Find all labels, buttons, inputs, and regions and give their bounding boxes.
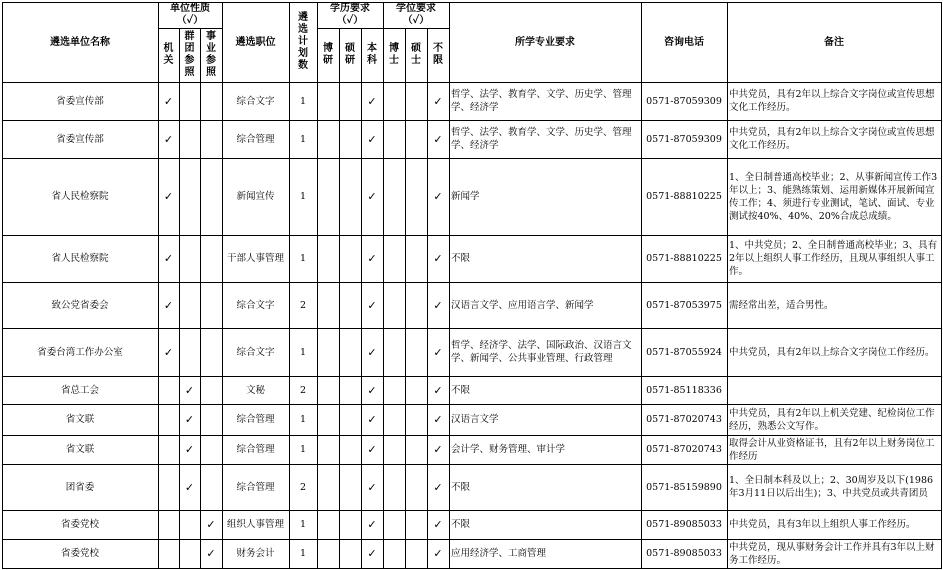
major-cell: 哲学、法学、教育学、文学、历史学、管理学、经济学 <box>451 89 632 113</box>
header-nature-shiye <box>200 28 222 82</box>
phone-cell: 0571-85159890 <box>646 481 722 493</box>
header-edu-req-check: （✓） <box>336 15 364 26</box>
degree-check-icon: ✓ <box>433 252 443 265</box>
remark-cell: 中共党员，具有2年以上综合文字岗位或宣传思想文化工作经历。 <box>729 127 935 151</box>
major-cell: 应用经济学、工商管理 <box>451 548 547 559</box>
phone-cell: 0571-87020743 <box>646 444 722 455</box>
header-unit-nature-label: 单位性质 <box>170 3 210 14</box>
grid-hline <box>2 158 942 159</box>
plan-count-cell: 1 <box>299 95 307 107</box>
grid-hline <box>2 2 942 3</box>
grid-vline <box>941 2 942 569</box>
unit-name-cell: 省人民检察院 <box>51 253 109 264</box>
edu-check-icon: ✓ <box>367 413 377 426</box>
grid-vline <box>383 2 384 569</box>
header-degree-shuoshi <box>405 28 427 82</box>
position-cell: 综合管理 <box>236 133 275 145</box>
header-degree-shuoshi-label: 硕士 <box>411 43 421 66</box>
degree-check-icon: ✓ <box>433 345 443 359</box>
phone-cell: 0571-87059309 <box>646 95 722 107</box>
unit-name-cell: 团省委 <box>65 481 95 493</box>
header-unit-nature-check: （✓） <box>176 15 204 26</box>
header-edu-req-label: 学历要求 <box>330 3 370 14</box>
header-edu-shuoyan <box>339 28 361 82</box>
unit-name-cell: 省委台湾工作办公室 <box>37 346 123 358</box>
major-cell: 不限 <box>451 384 471 396</box>
plan-count-cell: 1 <box>299 346 307 358</box>
unit-name-cell: 省委党校 <box>60 548 99 559</box>
nature-check-icon: ✓ <box>206 518 216 531</box>
major-cell: 哲学、经济学、法学、国际政治、汉语言文学、新闻学、公共事业管理、行政管理 <box>451 340 632 364</box>
nature-check-icon: ✓ <box>184 383 195 397</box>
header-degree-req-check: （✓） <box>402 15 430 26</box>
grid-hline <box>2 539 942 540</box>
unit-name-cell: 省文联 <box>65 414 95 425</box>
header-edu-req <box>317 2 383 28</box>
grid-vline <box>158 2 159 569</box>
header-degree-req <box>383 2 449 28</box>
grid-hline <box>2 328 942 329</box>
major-cell: 不限 <box>451 519 471 530</box>
position-cell: 综合管理 <box>236 414 275 425</box>
nature-check-icon: ✓ <box>163 132 174 146</box>
header-degree-buxian-label: 不限 <box>433 43 443 66</box>
phone-cell: 0571-89085033 <box>646 548 722 559</box>
remark-cell: 1、全日制普通高校毕业；2、从事新闻宣传工作3年以上；3、能熟练策划、运用新媒体开展新闻宣传工作；4、须进行专业测试，笔试、面试、专业测试按40%、40%、20%合成总成绩。 <box>729 171 938 222</box>
grid-vline <box>427 28 428 569</box>
grid-hline <box>2 435 942 436</box>
header-edu-boyan <box>317 28 339 82</box>
grid-vline <box>2 2 3 569</box>
phone-cell: 0571-89085033 <box>646 519 722 530</box>
grid-hline <box>2 464 942 465</box>
grid-vline <box>200 28 201 569</box>
phone-cell: 0571-85118336 <box>646 384 722 396</box>
plan-count-cell: 1 <box>299 191 307 202</box>
remark-cell: 1、中共党员；2、全日制普通高校毕业；3、具有2年以上组织人事工作经历，且现从事组织人事工作。 <box>729 240 938 277</box>
degree-check-icon: ✓ <box>433 132 443 146</box>
plan-count-cell: 2 <box>299 481 307 493</box>
grid-hline <box>2 120 942 121</box>
nature-check-icon: ✓ <box>184 413 195 426</box>
grid-vline <box>339 28 340 569</box>
grid-vline <box>641 2 642 569</box>
phone-cell: 0571-87053975 <box>646 299 722 311</box>
degree-check-icon: ✓ <box>433 190 443 203</box>
remark-cell <box>727 376 941 404</box>
edu-check-icon: ✓ <box>367 298 377 312</box>
header-nature-jiguan <box>158 28 179 82</box>
major-cell: 汉语言文学 <box>451 414 499 425</box>
grid-hline <box>2 510 942 511</box>
header-edu-boyan-label: 博研 <box>323 43 333 66</box>
nature-check-icon: ✓ <box>163 345 174 359</box>
remark-cell: 中共党员，具有2年以上机关党建、纪检岗位工作经历，熟悉公文写作。 <box>729 407 935 432</box>
remark-cell: 中共党员，具有3年以上组织人事工作经历。 <box>729 519 916 530</box>
header-nature-jiguan-label: 机关 <box>163 43 174 66</box>
grid-vline <box>222 2 223 569</box>
grid-hline <box>158 28 223 29</box>
edu-check-icon: ✓ <box>367 480 377 494</box>
header-nature-quntuan <box>179 28 200 82</box>
grid-hline <box>2 404 942 405</box>
degree-check-icon: ✓ <box>433 518 443 531</box>
grid-hline <box>2 568 942 569</box>
nature-check-icon: ✓ <box>163 252 174 265</box>
header-unit-name: 遴选单位名称 <box>50 36 110 48</box>
header-degree-boshi <box>383 28 405 82</box>
phone-cell: 0571-87055924 <box>646 346 722 358</box>
remark-cell: 中共党员，具有2年以上综合文字岗位或宣传思想文化工作经历。 <box>729 89 935 113</box>
position-cell: 综合管理 <box>236 481 275 493</box>
major-cell: 不限 <box>451 481 471 493</box>
plan-count-cell: 1 <box>299 133 307 145</box>
header-major: 所学专业要求 <box>515 36 575 48</box>
position-cell: 新闻宣传 <box>236 191 275 202</box>
position-cell: 综合文字 <box>236 299 275 311</box>
edu-check-icon: ✓ <box>367 94 377 108</box>
position-cell: 文秘 <box>245 384 265 396</box>
unit-name-cell: 省委党校 <box>60 519 99 530</box>
nature-check-icon: ✓ <box>184 443 195 456</box>
plan-count-cell: 1 <box>299 548 307 559</box>
unit-name-cell: 省委宣传部 <box>56 95 104 107</box>
header-unit-nature <box>158 2 222 28</box>
header-degree-buxian <box>427 28 449 82</box>
nature-check-icon: ✓ <box>163 190 174 203</box>
grid-vline <box>405 28 406 569</box>
nature-check-icon: ✓ <box>184 480 195 494</box>
header-nature-quntuan-label: 群团参照 <box>184 31 195 78</box>
header-phone: 咨询电话 <box>664 36 704 48</box>
grid-vline <box>317 2 318 569</box>
header-nature-shiye-label: 事业参照 <box>206 31 216 78</box>
edu-check-icon: ✓ <box>367 518 377 531</box>
unit-name-cell: 省委宣传部 <box>56 133 104 145</box>
position-cell: 综合文字 <box>236 346 275 358</box>
grid-vline <box>289 2 290 569</box>
degree-check-icon: ✓ <box>433 383 443 397</box>
degree-check-icon: ✓ <box>433 443 443 456</box>
position-cell: 综合文字 <box>236 95 275 107</box>
edu-check-icon: ✓ <box>367 252 377 265</box>
edu-check-icon: ✓ <box>367 132 377 146</box>
degree-check-icon: ✓ <box>433 480 443 494</box>
grid-vline <box>449 2 450 569</box>
header-edu-shuoyan-label: 硕研 <box>345 43 355 66</box>
plan-count-cell: 1 <box>299 444 307 455</box>
grid-vline <box>727 2 728 569</box>
position-cell: 干部人事管理 <box>226 253 284 264</box>
header-plan-count <box>289 2 317 82</box>
unit-name-cell: 省总工会 <box>60 384 99 396</box>
major-cell: 会计学、财务管理、审计学 <box>451 444 566 455</box>
nature-check-icon: ✓ <box>163 94 174 108</box>
header-edu-benke-label: 本科 <box>367 43 377 66</box>
unit-name-cell: 省人民检察院 <box>51 191 109 202</box>
degree-check-icon: ✓ <box>433 547 443 560</box>
edu-check-icon: ✓ <box>367 190 377 203</box>
remark-cell: 1、全日制本科及以上；2、30周岁及以下(1986年3月11日以后出生)；3、中共党员或共青团员 <box>729 475 934 499</box>
degree-check-icon: ✓ <box>433 413 443 426</box>
plan-count-cell: 1 <box>299 519 307 530</box>
grid-hline <box>2 235 942 236</box>
plan-count-cell: 1 <box>299 253 307 264</box>
unit-name-cell: 致公党省委会 <box>51 299 109 311</box>
phone-cell: 0571-88810225 <box>646 191 722 202</box>
plan-count-cell: 2 <box>299 384 307 396</box>
edu-check-icon: ✓ <box>367 345 377 359</box>
header-plan-count-label: 遴选计划数 <box>298 12 308 71</box>
degree-check-icon: ✓ <box>433 94 443 108</box>
major-cell: 不限 <box>451 253 471 264</box>
edu-check-icon: ✓ <box>367 443 377 456</box>
plan-count-cell: 1 <box>299 414 307 425</box>
position-cell: 组织人事管理 <box>226 519 284 530</box>
grid-hline <box>2 282 942 283</box>
grid-vline <box>361 28 362 569</box>
remark-cell: 中共党员，现从事财务会计工作并具有3年以上财务工作经历。 <box>729 541 935 566</box>
grid-hline <box>2 376 942 377</box>
nature-check-icon: ✓ <box>163 298 174 312</box>
grid-hline <box>2 82 942 83</box>
phone-cell: 0571-88810225 <box>646 253 722 264</box>
position-cell: 财务会计 <box>236 548 275 559</box>
nature-check-icon: ✓ <box>206 547 216 560</box>
grid-vline <box>179 28 180 569</box>
major-cell: 新闻学 <box>451 191 480 202</box>
major-cell: 汉语言文学、应用语言学、新闻学 <box>451 299 594 311</box>
header-remark: 备注 <box>824 36 844 48</box>
remark-cell: 中共党员，具有2年以上综合文字岗位工作经历。 <box>729 346 935 358</box>
remark-cell: 需经常出差，适合男性。 <box>729 299 834 311</box>
degree-check-icon: ✓ <box>433 298 443 312</box>
header-degree-req-label: 学位要求 <box>396 3 436 14</box>
unit-name-cell: 省文联 <box>65 444 95 455</box>
phone-cell: 0571-87020743 <box>646 414 722 425</box>
major-cell: 哲学、法学、教育学、文学、历史学、管理学、经济学 <box>451 127 632 151</box>
edu-check-icon: ✓ <box>367 383 377 397</box>
phone-cell: 0571-87059309 <box>646 133 722 145</box>
header-edu-benke <box>361 28 383 82</box>
edu-check-icon: ✓ <box>367 547 377 560</box>
header-position: 遴选职位 <box>235 36 276 48</box>
header-degree-boshi-label: 博士 <box>389 43 399 66</box>
remark-cell: 取得会计从业资格证书，且有2年以上财务岗位工作经历 <box>729 437 935 462</box>
position-cell: 综合管理 <box>236 444 275 455</box>
plan-count-cell: 2 <box>299 299 307 311</box>
